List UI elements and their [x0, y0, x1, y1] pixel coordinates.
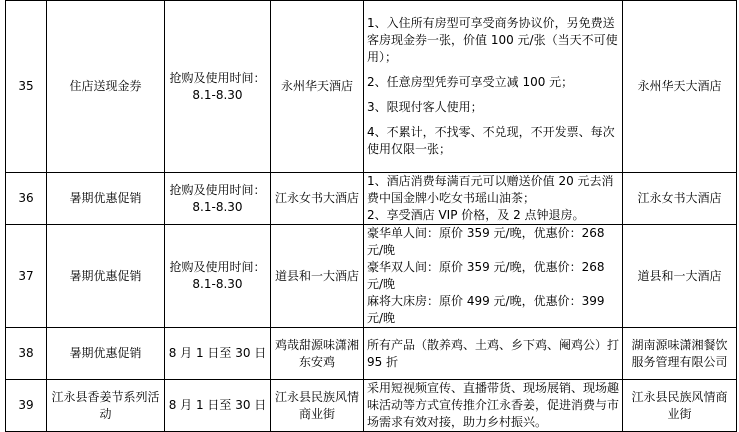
detail-line: 2、享受酒店 VIP 价格，及 2 点钟退房。	[367, 208, 585, 222]
table-row	[6, 225, 737, 328]
activity-details	[364, 1, 623, 173]
activity-details	[364, 380, 623, 432]
activity-location: 江永县民族风情商业街	[271, 380, 364, 432]
activity-details	[364, 225, 623, 328]
detail-line: 采用短视频宣传、直播带货、现场展销、现场趣味活动等方式宣传推介江永香姜，促进消费与市场需求有效对接，助力乡村振兴。	[367, 381, 620, 429]
activity-location: 道县和一大酒店	[271, 225, 364, 328]
detail-line: 所有产品（散养鸡、土鸡、乡下鸡、阉鸡公）打 95 折	[367, 337, 620, 369]
detail-line: 麻将大床房：原价 499 元/晚，优惠价：399 元/晚	[367, 294, 605, 325]
table-row	[6, 328, 737, 380]
activity-table	[5, 0, 737, 432]
row-number: 35	[6, 1, 47, 173]
table-row	[6, 173, 737, 225]
detail-line: 2、任意房型凭券可享受立减 100 元；	[367, 75, 574, 89]
activity-location: 江永女书大酒店	[271, 173, 364, 225]
organizer: 湖南源味潇湘餐饮服务管理有限公司	[623, 328, 737, 380]
organizer: 江永女书大酒店	[623, 173, 737, 225]
activity-name: 江永县香姜节系列活动	[47, 380, 165, 432]
detail-line: 豪华双人间：原价 359 元/晚，优惠价：268 元/晚	[367, 260, 605, 291]
table-row	[6, 1, 737, 173]
activity-location: 永州华天酒店	[271, 1, 364, 173]
detail-line: 1、入住所有房型可享受商务协议价，另免费送客房现金券一张，价值 100 元/张（当天不可使用）；	[367, 16, 618, 64]
row-number: 36	[6, 173, 47, 225]
activity-time: 抢购及使用时间：8.1-8.30	[165, 173, 271, 225]
activity-time: 8 月 1 日至 30 日	[165, 380, 271, 432]
table-row	[6, 380, 737, 432]
detail-line: 4、不累计，不找零、不兑现，不开发票、每次使用仅限一张；	[367, 125, 615, 156]
activity-name: 住店送现金券	[47, 1, 165, 173]
activity-details	[364, 328, 623, 380]
row-number: 37	[6, 225, 47, 328]
activity-time: 8 月 1 日至 30 日	[165, 328, 271, 380]
detail-line: 豪华单人间：原价 359 元/晚，优惠价：268 元/晚	[367, 226, 605, 257]
detail-line: 1、酒店消费每满百元可以赠送价值 20 元去消费中国金牌小吃女书瑶山油茶；	[367, 174, 614, 205]
organizer: 永州华天大酒店	[623, 1, 737, 173]
activity-time: 抢购及使用时间：8.1-8.30	[165, 225, 271, 328]
activity-name: 暑期优惠促销	[47, 225, 165, 328]
row-number: 39	[6, 380, 47, 432]
activity-name: 暑期优惠促销	[47, 328, 165, 380]
activity-details	[364, 173, 623, 225]
detail-line: 3、限现付客人使用；	[367, 100, 483, 114]
organizer: 江永县民族风情商业街	[623, 380, 737, 432]
activity-time: 抢购及使用时间：8.1-8.30	[165, 1, 271, 173]
organizer: 道县和一大酒店	[623, 225, 737, 328]
activity-location: 鸡哉甜源味潇湘东安鸡	[271, 328, 364, 380]
activity-name: 暑期优惠促销	[47, 173, 165, 225]
row-number: 38	[6, 328, 47, 380]
